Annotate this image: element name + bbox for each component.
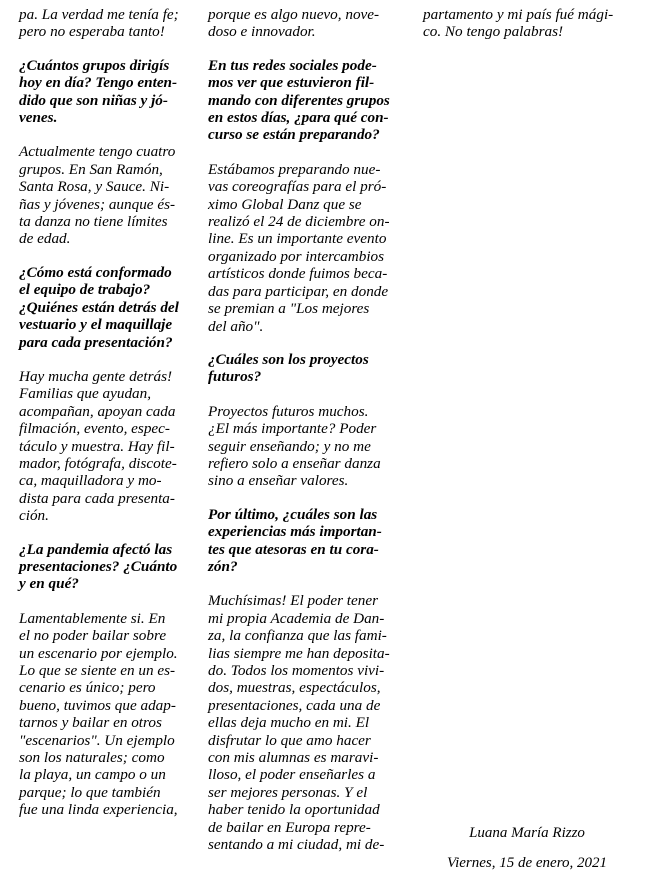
text-line: sino a enseñar valores. <box>208 472 349 490</box>
text-line: do. Todos los momentos vivi- <box>208 662 385 679</box>
text-line: realizó el 24 de diciembre on- <box>208 213 390 231</box>
publication-date: Viernes, 15 de enero, 2021 <box>447 855 607 871</box>
interview-answer <box>208 592 413 853</box>
text-line: ción. <box>19 507 49 525</box>
text-line: la playa, un campo o un <box>19 766 166 784</box>
text-line: grupos. En San Ramón, <box>19 160 163 178</box>
interview-answer <box>208 161 413 335</box>
interview-answer <box>208 403 413 490</box>
column-2 <box>208 6 413 869</box>
text-line: partamento y mi país fué mági- <box>423 6 614 23</box>
text-line: lloso, el poder enseñarles a <box>208 766 376 784</box>
text-line: Lo que se siente en un es- <box>19 662 176 679</box>
text-line: "escenarios". Un ejemplo <box>19 731 175 749</box>
text-line: tes que atesoras en tu cora- <box>208 540 379 558</box>
text-line: ¿Quiénes están detrás del <box>19 298 179 316</box>
column-1 <box>19 6 199 835</box>
text-line: line. Es un importante evento <box>208 230 387 248</box>
text-line: zón? <box>208 557 238 575</box>
text-line: hoy en día? Tengo enten- <box>19 74 178 92</box>
text-line: pa. La verdad me tenía fe; <box>19 6 179 23</box>
text-line: Proyectos futuros muchos. <box>208 402 369 420</box>
text-line: el equipo de trabajo? <box>19 281 151 299</box>
text-line: Hay mucha gente detrás! <box>19 367 173 385</box>
text-line: ser mejores personas. Y el <box>208 783 368 801</box>
text-line: En tus redes sociales pode- <box>208 56 377 74</box>
text-line: en estos días, ¿para qué con- <box>208 109 389 127</box>
text-line: fue una linda experiencia, <box>19 801 178 819</box>
text-line: cenario es único; pero <box>19 679 156 697</box>
text-line: Por último, ¿cuáles son las <box>208 505 378 523</box>
text-line: ñas y jóvenes; aunque és- <box>19 195 176 213</box>
interview-question <box>208 57 413 144</box>
text-line: ¿Cuántos grupos dirigís <box>19 56 170 74</box>
text-line: mando con diferentes grupos <box>208 91 390 109</box>
text-line: experiencias más importan- <box>208 523 382 541</box>
text-line: Muchísimas! El poder tener <box>208 592 378 610</box>
interview-question <box>19 541 199 593</box>
interview-question <box>19 57 199 127</box>
text-line: Lamentablemente si. En <box>19 609 166 627</box>
interview-answer <box>423 6 641 41</box>
text-line: con mis alumnas es maravi- <box>208 749 379 767</box>
text-line: presentaciones? ¿Cuánto <box>19 557 178 575</box>
text-line: se premian a "Los mejores <box>208 300 370 318</box>
interview-question <box>208 506 413 576</box>
text-line: Actualmente tengo cuatro <box>19 143 176 161</box>
text-line: parque; lo que también <box>19 783 161 801</box>
text-line: bueno, tuvimos que adap- <box>19 696 176 714</box>
text-line: mos ver que estuvieron fil- <box>208 74 375 92</box>
text-line: de edad. <box>19 230 71 248</box>
text-line: Santa Rosa, y Sauce. Ni- <box>19 178 170 196</box>
text-line: filmación, evento, espec- <box>19 420 170 438</box>
text-line: ¿Cuáles son los proyectos <box>208 350 369 368</box>
text-line: dos, muestras, espectáculos, <box>208 679 381 697</box>
text-line: vas coreografías para el pró- <box>208 178 387 196</box>
text-line: un escenario por ejemplo. <box>19 644 178 662</box>
text-line: pero no esperaba tanto! <box>19 23 165 41</box>
text-line: ¿La pandemia afectó las <box>19 540 173 558</box>
text-line: curso se están preparando? <box>208 126 380 144</box>
text-line: Familias que ayudan, <box>19 385 152 403</box>
text-line: ¿Cómo está conformado <box>19 263 172 281</box>
text-line: refiero solo a enseñar danza <box>208 454 381 472</box>
interview-answer <box>19 6 199 41</box>
text-line: artísticos donde fuimos beca- <box>208 265 388 283</box>
text-line: ca, maquilladora y mo- <box>19 472 162 490</box>
text-line: doso e innovador. <box>208 23 316 41</box>
text-line: ta danza no tiene límites <box>19 213 168 231</box>
text-line: el no poder bailar sobre <box>19 627 167 645</box>
interview-answer <box>19 143 199 247</box>
interview-answer <box>208 6 413 41</box>
text-line: tarnos y bailar en otros <box>19 714 162 732</box>
interview-answer <box>19 368 199 525</box>
interview-answer <box>19 610 199 819</box>
text-line: ¿El más importante? Poder <box>208 420 377 438</box>
text-line: presentaciones, cada una de <box>208 696 381 714</box>
text-line: haber tenido la oportunidad <box>208 801 380 819</box>
text-line: organizado por intercambios <box>208 247 385 265</box>
text-line: y en qué? <box>19 575 79 593</box>
text-line: dista para cada presenta- <box>19 489 175 507</box>
text-line: mi propia Academia de Dan- <box>208 609 385 627</box>
text-line: das para participar, en donde <box>208 282 389 300</box>
text-line: ellas deja mucho en mi. El <box>208 714 370 732</box>
text-line: Estábamos preparando nue- <box>208 160 381 178</box>
text-line: de bailar en Europa repre- <box>208 818 371 836</box>
author-name: Luana María Rizzo <box>469 825 585 841</box>
text-line: disfrutar lo que amo hacer <box>208 731 371 749</box>
text-line: son los naturales; como <box>19 749 165 767</box>
text-line: futuros? <box>208 368 262 386</box>
text-line: co. No tengo palabras! <box>423 23 564 41</box>
text-line: seguir enseñando; y no me <box>208 437 371 455</box>
interview-question <box>19 264 199 351</box>
text-line: táculo y muestra. Hay fil- <box>19 437 175 455</box>
column-3 <box>423 6 641 57</box>
text-line: para cada presentación? <box>19 333 173 351</box>
text-line: lias siempre me han deposita- <box>208 644 390 662</box>
text-line: dido que son niñas y jó- <box>19 91 168 109</box>
text-line: za, la confianza que las fami- <box>208 627 387 645</box>
text-line: porque es algo nuevo, nove- <box>208 6 380 23</box>
interview-question <box>208 351 413 386</box>
text-line: ximo Global Danz que se <box>208 195 362 213</box>
text-line: sentando a mi ciudad, mi de- <box>208 836 385 854</box>
text-line: vestuario y el maquillaje <box>19 316 173 334</box>
text-line: acompañan, apoyan cada <box>19 402 176 420</box>
text-line: del año". <box>208 317 264 335</box>
text-line: mador, fotógrafa, discote- <box>19 454 177 472</box>
text-line: venes. <box>19 109 58 127</box>
